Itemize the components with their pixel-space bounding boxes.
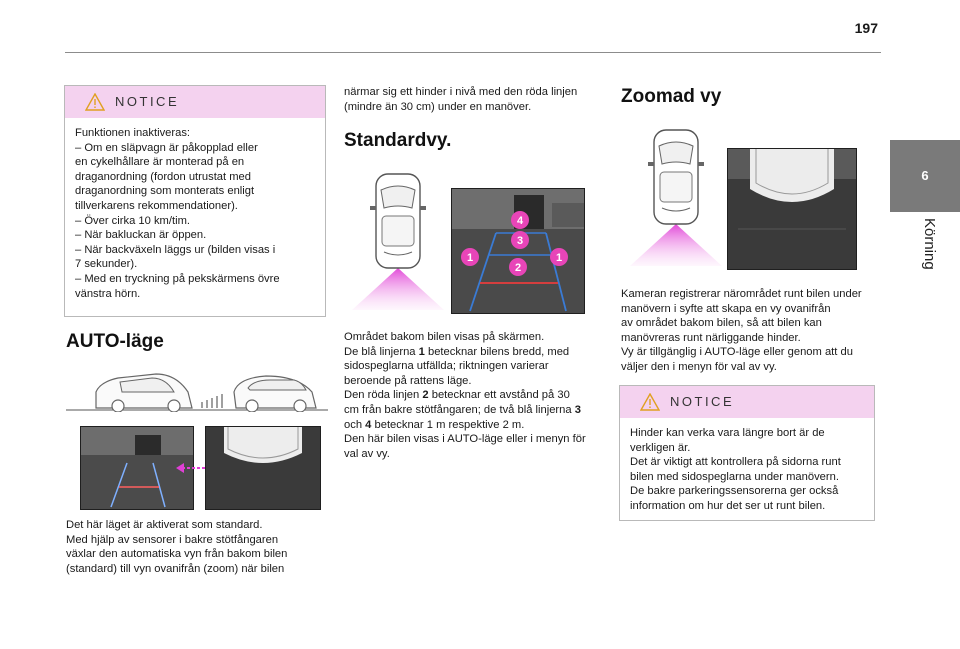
notice-line: Funktionen inaktiveras: [75,127,191,139]
zoom-screen-image [727,148,857,270]
notice-box-1 [64,85,326,317]
header-rule [65,52,881,53]
notice-line: tillverkarens rekommendationer). [75,199,238,212]
chapter-tab[interactable]: 6 [890,140,960,212]
notice-header [65,86,325,118]
car-top-zoom-illustration [626,124,726,270]
auto-line: (standard) till vyn ovanifrån (zoom) när bilen [66,562,285,575]
standard-line: Området bakom bilen visas på skärmen. [344,331,545,343]
standard-text [344,330,606,461]
marker-1-left [460,247,480,267]
notice-title: NOTICE [670,393,735,409]
notice-line: – När backväxeln läggs ur (bilden visas i [75,243,276,256]
notice-line: – När bakluckan är öppen. [75,229,207,242]
warning-triangle-icon [85,93,105,111]
standard-intro [344,85,606,114]
notice-line: draganordning som monterats enligt [75,185,255,198]
standard-line: sidospeglarna utfällda; riktningen varierar [344,360,549,373]
zoom-line: manövern i syfte att skapa en vy ovanifrån [621,302,831,315]
marker-3 [510,230,530,250]
chapter-label: Körning [921,218,938,270]
zoom-text [621,287,883,375]
intro-line: närmar sig ett hinder i nivå med den röda linjen [344,86,578,98]
zoom-heading: Zoomad vy [621,86,722,107]
standard-heading: Standardvy. [344,130,452,151]
zoom-line: Vy är tillgänglig i AUTO-läge eller genom att du [621,346,853,359]
notice-line: – Med en tryckning på pekskärmens övre [75,272,280,285]
car-top-camera-illustration [348,168,448,314]
notice-body [620,418,874,522]
notice-line: De bakre parkeringssensorerna ger också [630,485,839,498]
standard-line: och 4 betecknar 1 m respektive 2 m. [344,418,525,431]
standard-line: val av vy. [344,447,390,460]
page-number: 197 [854,20,878,36]
standard-line: cm från bakre stötfångaren; de två blå linjerna 3 [344,403,581,416]
notice-line: Det är viktigt att kontrollera på sidorna runt [630,456,841,469]
notice-box-2 [619,385,875,521]
notice-line: 7 sekunder). [75,258,138,271]
notice-body [65,118,325,309]
intro-line: (mindre än 30 cm) under en manöver. [344,100,532,113]
auto-mode-illustration [66,364,328,412]
top-view-scene [206,427,320,509]
notice-line: draganordning (fordon utrustat med [75,170,252,183]
notice-line: information om hur det ser ut runt bilen. [630,499,826,512]
notice-line: – Över cirka 10 km/tim. [75,214,191,227]
auto-text [66,518,331,576]
marker-1-left-label: 1 [466,252,474,264]
marker-4 [510,210,530,230]
standard-line: Den röda linjen 2 betecknar ett avstånd på 30 [344,389,570,402]
auto-line: Med hjälp av sensorer i bakre stötfångaren [66,533,279,546]
auto-line: Det här läget är aktiverat som standard. [66,519,263,531]
zoom-screen-scene [728,149,856,269]
notice-header [620,386,874,418]
auto-heading: AUTO-läge [66,331,164,352]
zoom-line: väljer den i menyn för val av vy. [621,360,777,373]
notice-line: verkligen är. [630,441,691,454]
marker-1-right [549,247,569,267]
notice-line: Hinder kan verka vara längre bort är de [630,427,825,439]
marker-1-right-label: 1 [555,252,563,264]
standard-line: De blå linjerna 1 betecknar bilens bredd, med [344,345,570,358]
standard-line: Den här bilen visas i AUTO-läge eller i menyn för [344,433,586,446]
zoom-line: av området bakom bilen, så att bilen kan [621,317,822,330]
notice-title: NOTICE [115,93,180,109]
notice-line: – Om en släpvagn är påkopplad eller [75,141,258,154]
marker-2-label: 2 [514,262,522,274]
auto-line: växlar den automatiska vyn från bakom bilen [66,548,288,561]
marker-2 [508,257,528,277]
notice-line: bilen med sidospeglarna under manövern. [630,470,839,483]
zoom-line: Kameran registrerar närområdet runt bilen under [621,288,862,300]
standard-line: beroende på rattens läge. [344,374,472,387]
marker-3-label: 3 [516,235,524,247]
zoom-line: manövreras runt närliggande hinder. [621,331,801,344]
notice-line: en cykelhållare är monterad på en [75,156,245,169]
notice-line: vänstra hörn. [75,287,141,300]
warning-triangle-icon [640,393,660,411]
marker-4-label: 4 [516,215,524,227]
zoom-top-view-image [205,426,321,510]
